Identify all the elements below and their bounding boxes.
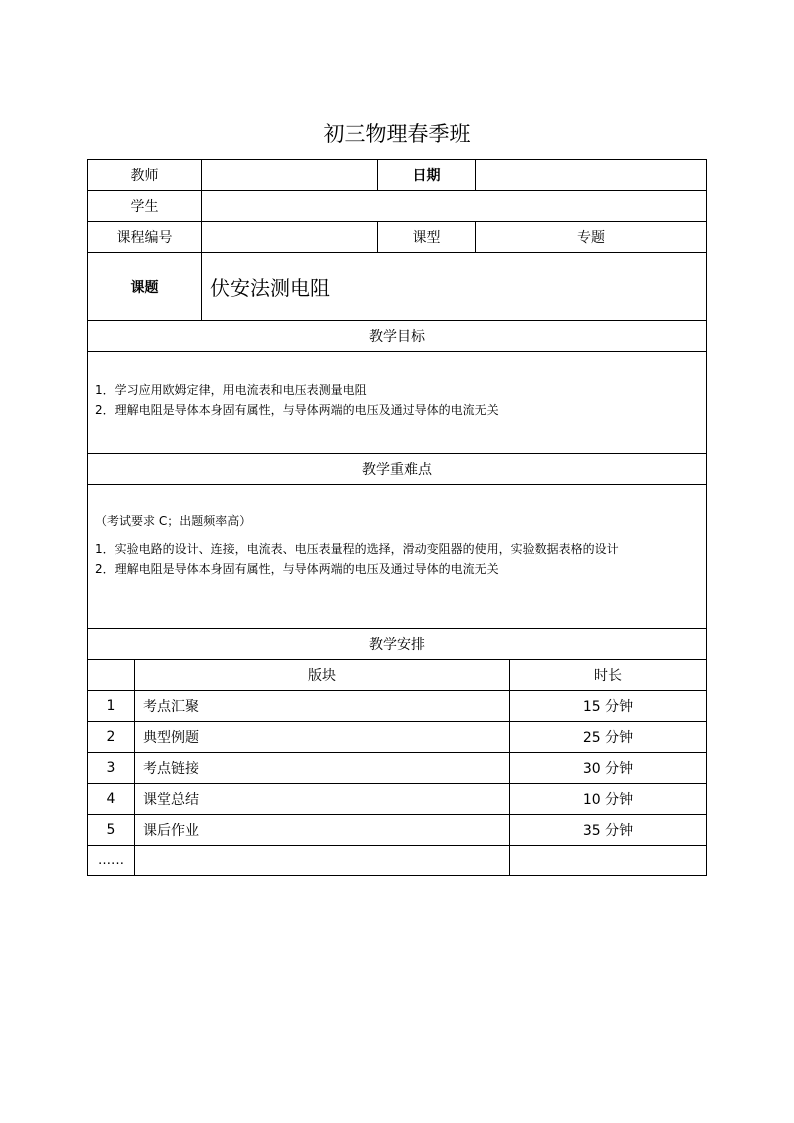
schedule-row-section: 课堂总结 bbox=[134, 783, 510, 815]
difficulties-heading: 教学重难点 bbox=[87, 453, 707, 485]
schedule-row-duration: 10 分钟 bbox=[509, 783, 707, 815]
objective-item: 1．学习应用欧姆定律，用电流表和电压表测量电阻 bbox=[95, 383, 367, 397]
topic-label: 课题 bbox=[87, 252, 202, 321]
schedule-row-no: 2 bbox=[87, 721, 135, 753]
schedule-row-section: 考点链接 bbox=[134, 752, 510, 784]
schedule-row-section: 考点汇聚 bbox=[134, 690, 510, 722]
difficulties-list bbox=[95, 539, 619, 579]
schedule-row-section: 课后作业 bbox=[134, 814, 510, 846]
difficulties-box bbox=[87, 484, 707, 629]
teacher-label: 教师 bbox=[87, 159, 202, 191]
difficulty-item: 2．理解电阻是导体本身固有属性，与导体两端的电压及通过导体的电流无关 bbox=[95, 562, 499, 576]
difficulties-note: （考试要求 C；出题频率高） bbox=[95, 514, 252, 528]
schedule-no-header bbox=[87, 659, 135, 691]
student-value bbox=[201, 190, 707, 222]
schedule-row-no: 4 bbox=[87, 783, 135, 815]
schedule-row-duration: 35 分钟 bbox=[509, 814, 707, 846]
schedule-empty-duration bbox=[509, 845, 707, 876]
schedule-empty-section bbox=[134, 845, 510, 876]
objectives-heading: 教学目标 bbox=[87, 320, 707, 352]
topic-value: 伏安法测电阻 bbox=[201, 252, 707, 321]
schedule-row-duration: 25 分钟 bbox=[509, 721, 707, 753]
date-label: 日期 bbox=[377, 159, 476, 191]
objectives-list bbox=[95, 380, 499, 420]
student-label: 学生 bbox=[87, 190, 202, 222]
schedule-heading: 教学安排 bbox=[87, 628, 707, 660]
schedule-section-header: 版块 bbox=[134, 659, 510, 691]
teacher-value bbox=[201, 159, 378, 191]
schedule-row-no: 5 bbox=[87, 814, 135, 846]
schedule-ellipsis: …… bbox=[87, 845, 135, 876]
date-value bbox=[475, 159, 707, 191]
page-title: 初三物理春季班 bbox=[323, 122, 471, 146]
course-type-value: 专题 bbox=[475, 221, 707, 253]
schedule-row-no: 3 bbox=[87, 752, 135, 784]
schedule-duration-header: 时长 bbox=[509, 659, 707, 691]
course-type-label: 课型 bbox=[377, 221, 476, 253]
difficulty-item: 1．实验电路的设计、连接，电流表、电压表量程的选择，滑动变阻器的使用，实验数据表格的设计 bbox=[95, 542, 619, 556]
objectives-box bbox=[87, 351, 707, 454]
course-code-value bbox=[201, 221, 378, 253]
course-code-label: 课程编号 bbox=[87, 221, 202, 253]
schedule-row-no: 1 bbox=[87, 690, 135, 722]
schedule-row-duration: 15 分钟 bbox=[509, 690, 707, 722]
schedule-row-section: 典型例题 bbox=[134, 721, 510, 753]
objective-item: 2．理解电阻是导体本身固有属性，与导体两端的电压及通过导体的电流无关 bbox=[95, 403, 499, 417]
schedule-row-duration: 30 分钟 bbox=[509, 752, 707, 784]
